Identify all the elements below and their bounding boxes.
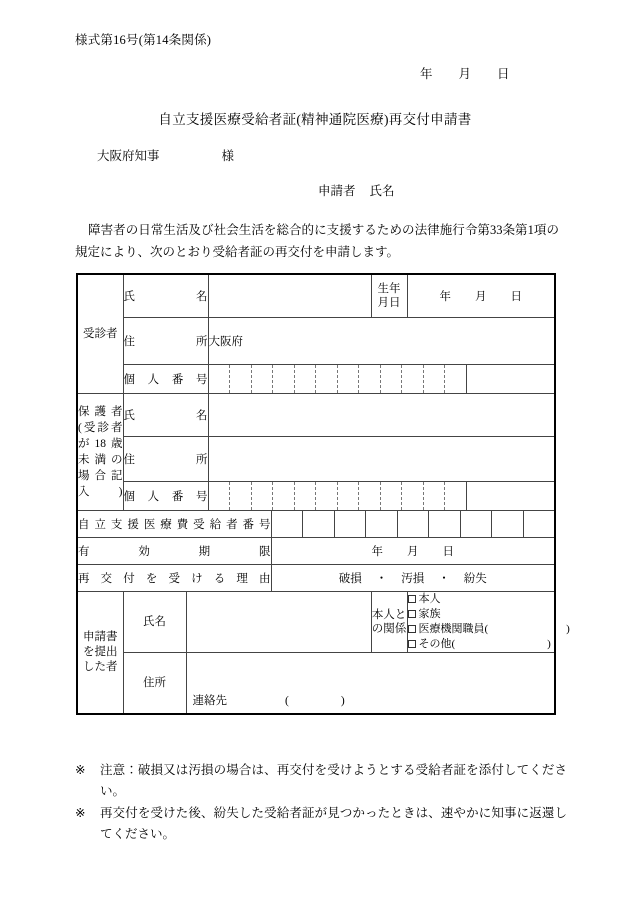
- applicant-signature-line: [318, 181, 395, 199]
- footnote-mark: ※: [75, 806, 86, 820]
- paren-open: (: [484, 623, 489, 635]
- mynumber-cell[interactable]: [316, 365, 338, 393]
- body-paragraph-text: 障害者の日常生活及び社会生活を総合的に支援するための法律施行令第33条第1項の規定により、次のとおり受給者証の再交付を申請します。: [75, 223, 559, 259]
- patient-address-input[interactable]: 大阪府: [208, 318, 555, 365]
- patient-mynumber-grid: [209, 365, 555, 393]
- recipient-number-boxes: [272, 511, 555, 537]
- footnote-item: [75, 803, 567, 845]
- mynumber-cell[interactable]: [445, 365, 467, 393]
- recipient-number-box[interactable]: [461, 511, 493, 537]
- body-paragraph: [75, 219, 559, 263]
- mynumber-cell[interactable]: [230, 482, 252, 510]
- mynumber-cell[interactable]: [402, 482, 424, 510]
- table-row-guardian-mynumber: [77, 482, 555, 511]
- table-row-reason: [77, 565, 555, 592]
- table-row-patient-mynumber: [77, 365, 555, 394]
- guardian-mynumber-grid: [209, 482, 555, 510]
- date-year-label: 年: [420, 67, 433, 81]
- date-month-label: 月: [458, 67, 472, 81]
- mynumber-cell[interactable]: [338, 482, 360, 510]
- mynumber-cell[interactable]: [273, 482, 295, 510]
- checkbox-icon[interactable]: [408, 640, 416, 648]
- recipient-number-box[interactable]: [398, 511, 430, 537]
- checkbox-icon[interactable]: [408, 625, 416, 633]
- mynumber-cell[interactable]: [252, 482, 274, 510]
- mynumber-cell[interactable]: [209, 365, 231, 393]
- relation-option-self[interactable]: [408, 592, 555, 607]
- patient-birthdate-label: 生年 月日: [371, 274, 407, 318]
- mynumber-cell[interactable]: [338, 365, 360, 393]
- reason-label: 再 交 付 を 受 け る 理 由: [77, 565, 271, 592]
- recipient-number-box[interactable]: [303, 511, 335, 537]
- mynumber-cell[interactable]: [424, 482, 446, 510]
- contact-paren-close: ): [340, 695, 345, 707]
- submitter-address-label: 住所: [123, 653, 186, 715]
- mynumber-cell[interactable]: [359, 365, 381, 393]
- relation-label: 本人との関係: [371, 592, 407, 653]
- birth-year-label: 年: [439, 291, 451, 303]
- applicant-label: 申請者: [318, 184, 356, 198]
- validity-input[interactable]: [271, 538, 555, 565]
- recipient-number-box[interactable]: [429, 511, 461, 537]
- mynumber-cell[interactable]: [316, 482, 338, 510]
- submitter-section-label: 申請書を提出した者: [77, 592, 123, 715]
- contact-line[interactable]: [193, 692, 345, 708]
- reason-options[interactable]: [271, 565, 555, 592]
- guardian-mynumber-input[interactable]: [208, 482, 555, 511]
- patient-address-label: 住 所: [123, 318, 208, 365]
- table-row-guardian-address: [77, 437, 555, 482]
- birth-month-label: 月: [475, 291, 487, 303]
- date-line: [420, 64, 510, 82]
- footnote-text: 注意：破損又は汚損の場合は、再交付を受けようとする受給者証を添付してください。: [100, 763, 567, 798]
- contact-paren-open: (: [285, 695, 289, 707]
- patient-name-input[interactable]: [208, 274, 371, 318]
- mynumber-cell[interactable]: [402, 365, 424, 393]
- mynumber-cell[interactable]: [381, 482, 403, 510]
- addressee: [97, 146, 234, 164]
- mynumber-cell[interactable]: [295, 482, 317, 510]
- application-form-table: [76, 273, 570, 715]
- recipient-number-box[interactable]: [524, 511, 555, 537]
- mynumber-cells: [209, 482, 467, 510]
- footnote-text: 再交付を受けた後、紛失した受給者証が見つかったときは、速やかに知事に返還してください。: [100, 806, 567, 841]
- submitter-name-input[interactable]: [186, 592, 371, 653]
- patient-mynumber-label: 個人番号: [123, 365, 208, 394]
- recipient-number-input[interactable]: [271, 511, 555, 538]
- patient-birthdate-input[interactable]: [407, 274, 555, 318]
- paren-close: ): [566, 623, 570, 635]
- mynumber-cells: [209, 365, 467, 393]
- recipient-number-box[interactable]: [492, 511, 524, 537]
- paren-open: (: [451, 638, 456, 650]
- reason-option-lost[interactable]: 紛失: [463, 573, 487, 585]
- validity-month-label: 月: [407, 546, 419, 558]
- guardian-name-input[interactable]: [208, 394, 555, 437]
- recipient-number-box[interactable]: [335, 511, 367, 537]
- reason-separator: ・: [375, 573, 388, 585]
- addressee-honorific: 様: [221, 149, 235, 163]
- reason-separator: ・: [438, 573, 450, 585]
- mynumber-cell[interactable]: [209, 482, 231, 510]
- guardian-address-input[interactable]: [208, 437, 555, 482]
- mynumber-cell[interactable]: [273, 365, 295, 393]
- form-code: 様式第16号(第14条関係): [75, 33, 212, 47]
- reason-option-soiled[interactable]: 汚損: [401, 573, 425, 585]
- birth-day-label: 日: [510, 291, 522, 303]
- mynumber-cell[interactable]: [359, 482, 381, 510]
- table-row-patient-name: [77, 274, 555, 318]
- checkbox-icon[interactable]: [408, 610, 416, 618]
- table-row-submitter-address: [77, 653, 555, 715]
- validity-label: 有 効 期 限: [77, 538, 271, 565]
- mynumber-tail: [467, 482, 555, 510]
- relation-options: [407, 592, 570, 653]
- table-row-guardian-name: [77, 394, 555, 437]
- guardian-section-label: 保護者(受診者が18歳未満の場合記入): [77, 394, 123, 511]
- table-row-submitter-name: [77, 592, 555, 653]
- contact-label: 連絡先: [192, 695, 227, 707]
- footnotes: [75, 760, 567, 846]
- table-row-validity: [77, 538, 555, 565]
- relation-option-label: その他: [418, 638, 452, 650]
- validity-year-label: 年: [371, 546, 383, 558]
- mynumber-cell[interactable]: [295, 365, 317, 393]
- table-row-recipient-number: [77, 511, 555, 538]
- footnote-mark: ※: [75, 763, 86, 777]
- table-row-patient-address: [77, 318, 555, 365]
- relation-option-label: 家族: [418, 608, 441, 620]
- mynumber-cell[interactable]: [445, 482, 467, 510]
- paren-close: ): [547, 638, 551, 650]
- relation-option-label: 本人: [418, 593, 441, 605]
- guardian-name-label: 氏 名: [123, 394, 208, 437]
- patient-name-label: 氏 名: [123, 274, 208, 318]
- reason-option-damaged[interactable]: 破損: [338, 573, 362, 585]
- mynumber-cell[interactable]: [252, 365, 274, 393]
- relation-option-family[interactable]: [408, 607, 555, 622]
- guardian-address-label: 住 所: [123, 437, 208, 482]
- guardian-mynumber-label: 個 人 番 号: [123, 482, 208, 511]
- patient-mynumber-input[interactable]: [208, 365, 555, 394]
- date-day-label: 日: [497, 67, 510, 81]
- mynumber-cell[interactable]: [230, 365, 252, 393]
- submitter-address-input[interactable]: [186, 653, 555, 715]
- recipient-number-label: 自 立 支 援 医 療 費 受 給 者 番 号: [77, 511, 271, 538]
- submitter-address-area: [187, 653, 555, 713]
- mynumber-cell[interactable]: [424, 365, 446, 393]
- submitter-name-label: 氏名: [123, 592, 186, 653]
- applicant-name-label: 氏名: [369, 184, 395, 198]
- recipient-number-box[interactable]: [272, 511, 304, 537]
- relation-option-other[interactable]: [408, 637, 555, 652]
- mynumber-tail: [467, 365, 555, 393]
- addressee-name: 大阪府知事: [97, 149, 160, 163]
- page-title: 自立支援医療受給者証(精神通院医療)再交付申請書: [158, 112, 472, 127]
- mynumber-cell[interactable]: [381, 365, 403, 393]
- relation-option-label: 医療機関職員: [418, 623, 485, 635]
- footnote-item: [75, 760, 567, 802]
- validity-day-label: 日: [442, 546, 454, 558]
- checkbox-icon[interactable]: [408, 595, 416, 603]
- patient-section-label: 受診者: [77, 274, 123, 394]
- recipient-number-box[interactable]: [366, 511, 398, 537]
- relation-option-medical-staff[interactable]: [408, 622, 570, 637]
